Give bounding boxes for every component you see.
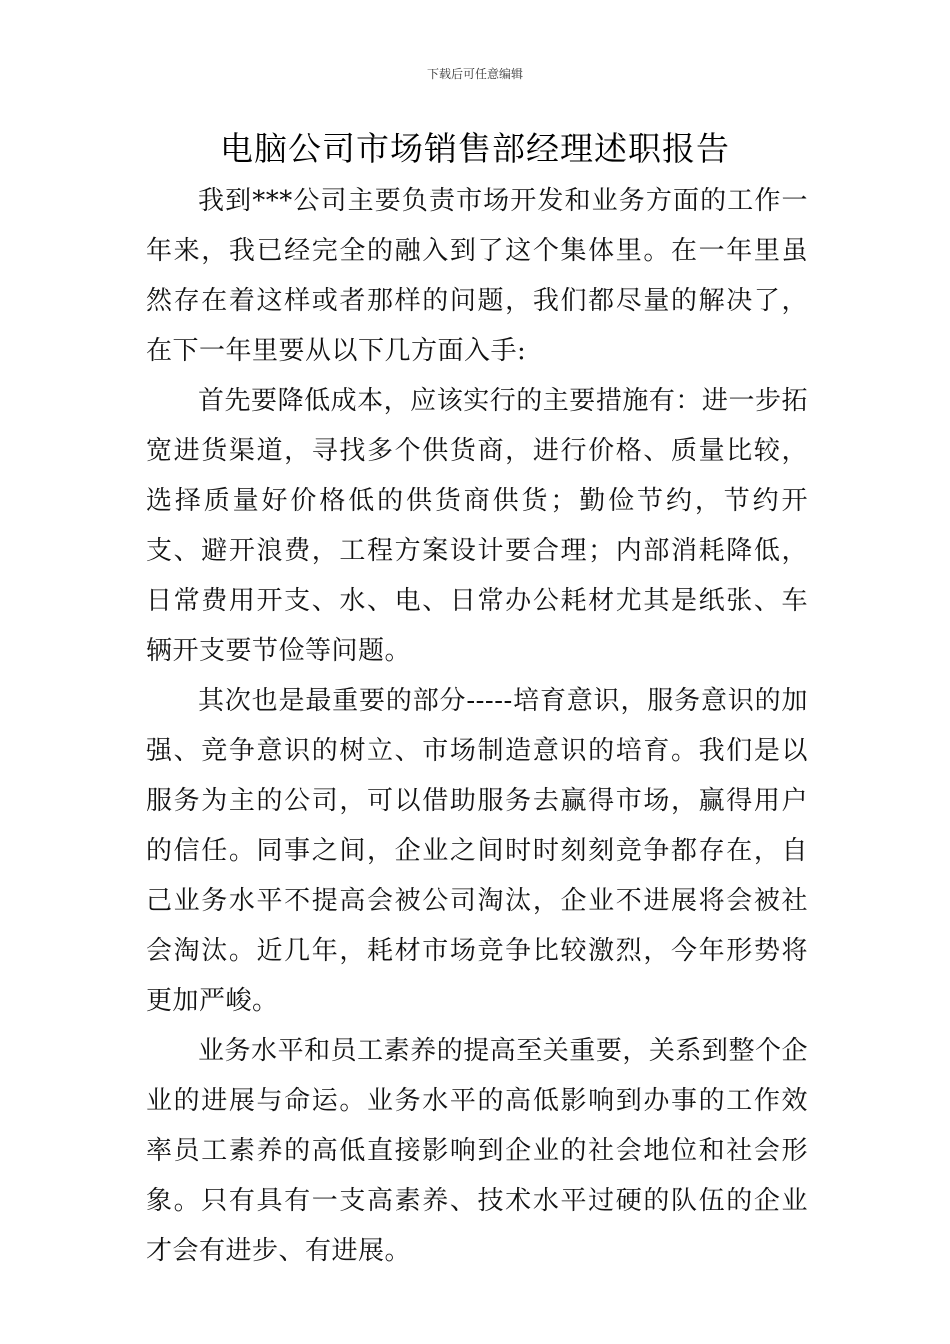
paragraph-intro: 我到***公司主要负责市场开发和业务方面的工作一年来，我已经完全的融入到了这个集体里。在一年里虽然存在着这样或者那样的问题，我们都尽量的解决了，在下一年里要从以下几方面入手: [146,186,808,366]
document-body [146,176,808,1276]
page-header-note: 下载后可任意编辑 [426,67,523,81]
paragraph-awareness: 其次也是最重要的部分-----培育意识，服务意识的加强、竞争意识的树立、市场制造意识的培育。我们是以服务为主的公司，可以借助服务去赢得市场，赢得用户的信任。同事之间，企业之间时时刻刻竞争都存在，自己业务水平不提高会被公司淘汰，企业不进展将会被社会淘汰。近几年，耗材市场竞争比较激烈，今年形势将更加严峻。 [146,686,808,1016]
paragraph-cost-reduction: 首先要降低成本，应该实行的主要措施有：进一步拓宽进货渠道，寻找多个供货商，进行价格、质量比较，选择质量好价格低的供货商供货；勤俭节约，节约开支、避开浪费，工程方案设计要合理；内部消耗降低，日常费用开支、水、电、日常办公耗材尤其是纸张、车辆开支要节俭等问题。 [146,386,808,666]
paragraph-staff-quality: 业务水平和员工素养的提高至关重要，关系到整个企业的进展与命运。业务水平的高低影响到办事的工作效率员工素养的高低直接影响到企业的社会地位和社会形象。只有具有一支高素养、技术水平过硬的队伍的企业才会有进步、有进展。 [146,1036,808,1266]
document-title: 电脑公司市场销售部经理述职报告 [220,129,730,168]
